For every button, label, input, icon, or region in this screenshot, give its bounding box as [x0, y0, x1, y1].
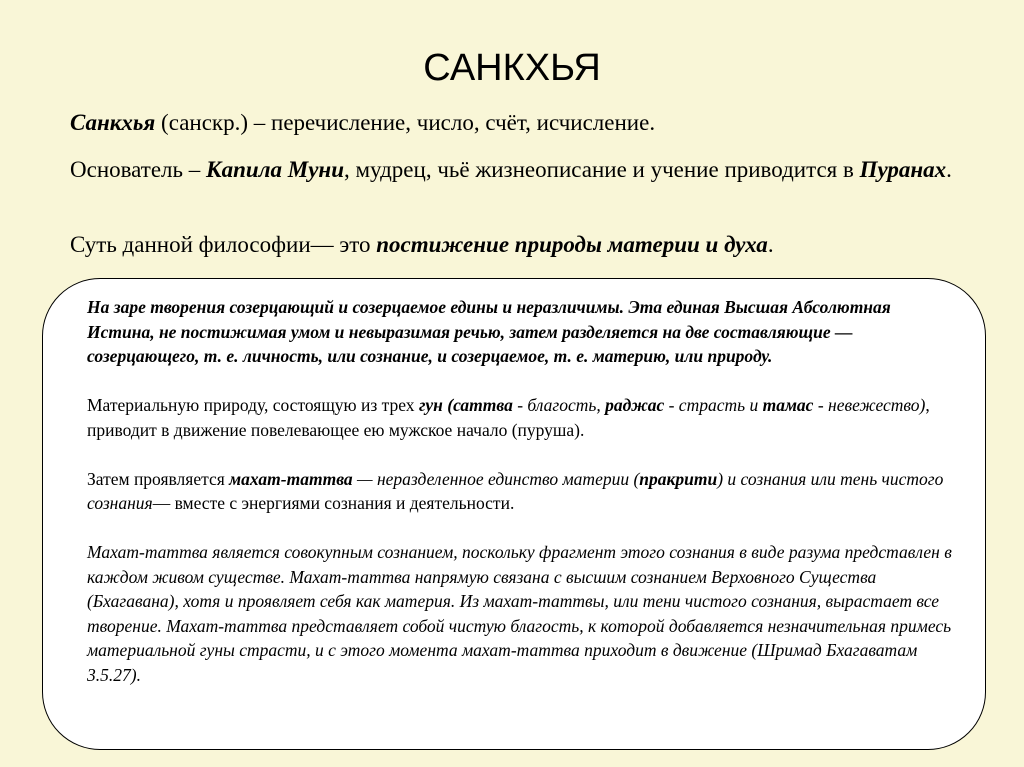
founder-prefix: Основатель – — [70, 157, 207, 182]
gunas-text-4: - невежество) — [813, 395, 926, 415]
definition-term: Санкхья — [70, 110, 156, 135]
quote-box — [42, 278, 986, 750]
box-paragraph-gunas — [87, 393, 955, 442]
founder-name: Капила Муни — [206, 157, 344, 182]
definition-paragraph — [70, 107, 994, 138]
founder-paragraph — [70, 154, 994, 185]
essence-prefix: Суть данной философии— это — [70, 232, 377, 257]
term-prakriti: пракрити — [639, 468, 718, 489]
gunas-text-3: - страсть и — [664, 395, 763, 415]
box-paragraph-creation: На заре творения созерцающий и созерцаемое едины и неразличимы. Эта единая Высшая Абсолютная Истина, не постижимая умом и невыразимая речью, затем разделяется на две составляющие — созерцающего, т. е. личность, или сознание, и созерцаемое, т. е. материю, или природу. — [87, 297, 891, 366]
gunas-paren: ( — [442, 395, 454, 415]
founder-source: Пуранах — [859, 157, 947, 182]
founder-end: . — [946, 157, 952, 182]
essence-end: . — [767, 232, 774, 257]
term-rajas: раджас — [605, 395, 665, 415]
term-tamas: тамас — [762, 395, 814, 415]
essence-paragraph — [70, 229, 994, 260]
mahat-text-3: ) и сознания или тень чистого сознания — [87, 468, 944, 513]
founder-text: , мудрец, чьё жизнеописание и учение приводится в — [344, 157, 860, 182]
gunas-text-5: , приводит в движение повелевающее ею мужское начало (пуруша). — [87, 395, 930, 440]
term-mahat-tattva: махат-таттва — [229, 468, 353, 489]
definition-text: (санскр.) – перечисление, число, счёт, исчисление. — [155, 110, 656, 135]
box-paragraph-mahat — [87, 467, 955, 516]
mahat-text-4: — вместе с энергиями сознания и деятельности. — [152, 493, 515, 513]
mahat-text-2: — неразделенное единство материи ( — [352, 468, 640, 489]
gunas-text-1: Материальную природу, состоящую из трех — [87, 395, 419, 415]
term-sattva: саттва — [453, 395, 513, 415]
box-paragraph-consciousness: Махат-таттва является совокупным сознанием, поскольку фрагмент этого сознания в виде разума представлен в каждом живом существе. Махат-таттва напрямую связана с высшим сознанием Верховного Существа (Бхагавана), хотя и проявляет себя как материя. Из махат-таттвы, или тени чистого сознания, вырастает все творение. Махат-таттва представляет собой чистую благость, к которой добавляется незначительная примесь материальной гуны страсти, и с этого момента махат-таттва приходит в движение (Шримад Бхагаватам 3.5.27). — [87, 542, 952, 685]
term-guna: гун — [418, 395, 443, 415]
essence-highlight: постижение природы материи и духа — [376, 232, 768, 257]
slide-title: САНКХЬЯ — [423, 47, 601, 89]
gunas-text-2: - благость, — [512, 395, 606, 415]
mahat-text-1: Затем проявляется — [87, 468, 230, 489]
